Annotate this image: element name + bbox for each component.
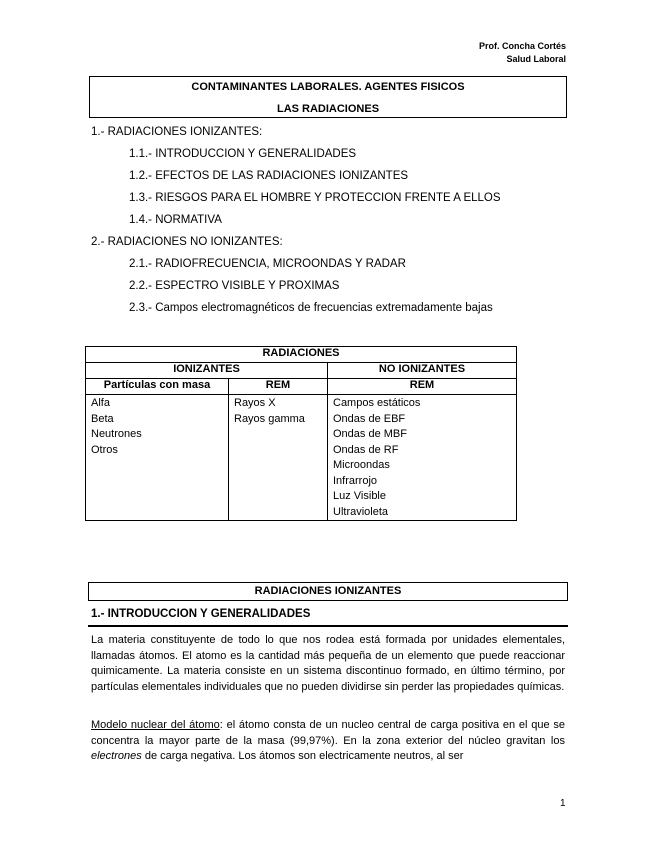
document-title-box [89, 76, 567, 118]
table-item: Ondas de MBF [333, 428, 407, 440]
toc-item: 2.3.- Campos electromagnéticos de frecuencias extremadamente bajas [129, 302, 493, 314]
paragraph-emphasis: electrones [91, 750, 142, 763]
table-col-header: Partículas con masa [86, 379, 229, 395]
table-item: Infrarrojo [333, 474, 378, 487]
table-item: Beta [91, 412, 114, 425]
table-title: RADIACIONES [86, 347, 517, 363]
table-item: Alfa [91, 397, 110, 409]
table-item: Otros [91, 443, 118, 456]
paragraph-modelo-nuclear [91, 718, 565, 765]
table-cell-rem-ionizantes [229, 395, 328, 521]
paragraph-text: de carga negativa. Los átomos son electricamente neutros, al ser [141, 750, 464, 763]
header-author: Prof. Concha Cortés [478, 41, 566, 51]
paragraph-text: : el átomo consta de un nucleo central de carga positiva en el que se concentra la mayor parte de la masa (99,97%). En la zona exterior del núcleo gravitan los [91, 719, 565, 747]
toc-item: 1.- RADIACIONES IONIZANTES: [91, 126, 263, 138]
toc-item: 1.3.- RIESGOS PARA EL HOMBRE Y PROTECCION FRENTE A ELLOS [129, 192, 501, 204]
table-item: Rayos X [234, 397, 276, 409]
section-title: RADIACIONES IONIZANTES [88, 582, 568, 601]
table-cell-rem-no-ionizantes [328, 395, 517, 521]
section-divider [88, 625, 568, 627]
section-subtitle: 1.- INTRODUCCION Y GENERALIDADES [91, 608, 311, 620]
table-item: Campos estáticos [333, 397, 421, 409]
table-col-header: REM [229, 379, 328, 395]
toc-item: 2.1.- RADIOFRECUENCIA, MICROONDAS Y RADAR [129, 258, 406, 270]
table-item: Luz Visible [333, 490, 386, 502]
toc-item: 1.2.- EFECTOS DE LAS RADIACIONES IONIZANTES [129, 170, 409, 182]
toc-item: 2.2.- ESPECTRO VISIBLE Y PROXIMAS [129, 280, 340, 292]
page-header [479, 40, 566, 66]
table-item: Rayos gamma [234, 412, 305, 425]
radiaciones-table [85, 346, 517, 521]
toc-item: 1.1.- INTRODUCCION Y GENERALIDADES [129, 148, 357, 160]
table-group-no-ionizantes: NO IONIZANTES [328, 363, 517, 379]
paragraph-lead: Modelo nuclear del átomo [91, 719, 220, 731]
header-subject: Salud Laboral [506, 54, 566, 64]
document-subtitle: LAS RADIACIONES [276, 103, 380, 115]
table-group-ionizantes: IONIZANTES [86, 363, 328, 379]
table-item: Ondas de RF [333, 443, 399, 456]
table-item: Ultravioleta [333, 505, 389, 518]
table-item: Neutrones [91, 428, 142, 440]
paragraph-intro: La materia constituyente de todo lo que nos rodea está formada por unidades elementales, llamadas átomos. El atomo es la cantidad más pequeña de un elemento que puede reaccionar quimicamente. La materia consiste en un sistema discontinuo formado, en último término, por partículas elementales individuales que no pueden dividirse sin perder las propiedades químicas. [91, 634, 565, 693]
document-title: CONTAMINANTES LABORALES. AGENTES FISICOS [191, 81, 465, 93]
toc-item: 1.4.- NORMATIVA [129, 214, 222, 226]
table-col-header: REM [328, 379, 517, 395]
toc-item: 2.- RADIACIONES NO IONIZANTES: [91, 236, 283, 248]
page-number: 1 [560, 798, 566, 809]
table-item: Microondas [333, 459, 390, 471]
table-cell-particulas [86, 395, 229, 521]
table-item: Ondas de EBF [333, 412, 406, 425]
